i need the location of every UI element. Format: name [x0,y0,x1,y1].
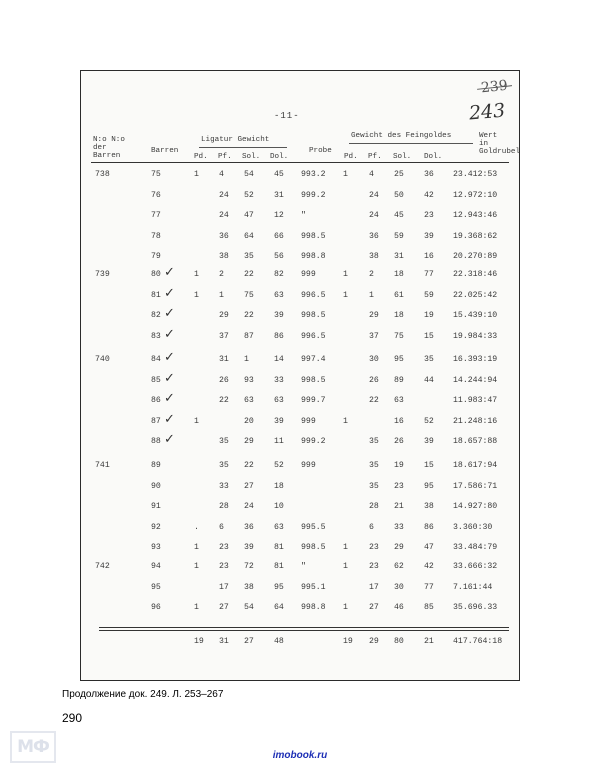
cell-barren: 89 [151,461,161,470]
cell-pf: 4 [219,170,224,179]
cell-fsol: 21 [394,502,404,511]
cell-dol: 39 [274,416,284,426]
cell-wert: 19.984:33 [453,331,498,341]
group-number: 739 [95,270,110,279]
group-number: 740 [95,355,110,364]
cell-pf: 37 [219,331,229,341]
cell-pf: 24 [219,211,229,220]
cell-fpf: 2 [369,270,374,279]
cell-fsol: 95 [394,355,404,364]
cell-wert: 33.666:32 [453,562,498,571]
cell-probe: 997.4 [301,355,326,364]
cell-fpd: 1 [343,543,348,552]
cell-pd: . [194,522,199,532]
cell-pf: 26 [219,375,229,385]
archive-number-crossed: 239 [480,77,509,97]
cell-sol: 1 [244,355,249,364]
cell-fsol: 30 [394,582,404,592]
cell-fpf: 35 [369,481,379,491]
cell-sol: 63 [244,396,254,405]
cell-sol: 20 [244,416,254,426]
header-number-col: der [93,144,107,152]
cell-pf: 36 [219,231,229,241]
cell-probe: 995.1 [301,582,326,592]
cell-dol: 18 [274,481,284,491]
cell-wert: 12.972:10 [453,190,498,200]
ligatur-underline [199,147,287,148]
header-feingold-sub-dol: Dol. [424,153,443,161]
cell-fdol: 42 [424,562,434,571]
cell-sol: 87 [244,331,254,341]
cell-barren: 81 [151,290,161,300]
book-page-number: 290 [62,711,83,725]
cell-probe: 999.2 [301,437,326,446]
cell-pf: 33 [219,481,229,491]
cell-fpf: 24 [369,190,379,200]
total-fpd: 19 [343,637,353,646]
header-wert: in [479,140,489,148]
cell-fpf: 36 [369,231,379,241]
cell-sol: 35 [244,252,254,261]
cell-dol: 11 [274,437,284,446]
cell-dol: 63 [274,290,284,300]
cell-fpf: 6 [369,522,374,532]
header-wert: Wert [479,132,498,140]
cell-fsol: 29 [394,543,404,552]
cell-wert: 19.368:62 [453,231,498,241]
cell-wert: 11.983:47 [453,396,498,405]
cell-wert: 14.244:94 [453,375,498,385]
cell-dol: 52 [274,461,284,470]
cell-barren: 78 [151,231,161,241]
cell-wert: 7.161:44 [453,582,493,592]
cell-dol: 64 [274,603,284,612]
cell-dol: 86 [274,331,284,341]
cell-barren: 90 [151,481,161,491]
cell-fdol: 35 [424,355,434,364]
cell-fdol: 23 [424,211,434,220]
scanned-document [80,70,520,681]
cell-barren: 77 [151,211,161,220]
header-number-col: Barren [93,152,121,160]
cell-sol: 38 [244,582,254,592]
cell-probe: 999 [301,461,316,470]
cell-fsol: 46 [394,603,404,612]
total-wert: 417.764:18 [453,637,503,646]
cell-pf: 28 [219,502,229,511]
cell-barren: 75 [151,170,161,179]
cell-fdol: 39 [424,231,434,241]
cell-fpf: 35 [369,461,379,470]
header-sub-sol: Sol. [242,153,261,161]
cell-sol: 52 [244,190,254,200]
cell-wert: 22.318:46 [453,270,498,279]
cell-pd: 1 [194,543,199,552]
cell-fdol: 77 [424,270,434,279]
cell-fpf: 26 [369,375,379,385]
cell-pf: 35 [219,437,229,446]
check-mark-icon: ✓ [164,370,175,386]
total-fsol: 80 [394,637,404,646]
cell-fsol: 33 [394,522,404,532]
total-dol: 48 [274,637,284,646]
document-caption: Продолжение док. 249. Л. 253–267 [62,689,224,700]
cell-sol: 93 [244,375,254,385]
total-fpf: 29 [369,637,379,646]
cell-sol: 36 [244,522,254,532]
cell-probe: 998.5 [301,311,326,320]
cell-fsol: 18 [394,270,404,279]
cell-sol: 54 [244,170,254,179]
cell-sol: 64 [244,231,254,241]
cell-fpf: 4 [369,170,374,179]
cell-pf: 6 [219,522,224,532]
check-mark-icon: ✓ [164,285,175,301]
cell-fpf: 24 [369,211,379,220]
cell-fpf: 37 [369,331,379,341]
cell-wert: 17.586:71 [453,481,498,491]
cell-fpf: 23 [369,562,379,571]
cell-dol: 39 [274,311,284,320]
cell-pf: 22 [219,396,229,405]
cell-pf: 24 [219,190,229,200]
total-pd: 19 [194,637,204,646]
cell-pf: 35 [219,461,229,470]
cell-barren: 80 [151,270,161,279]
cell-pf: 1 [219,290,224,300]
header-feingold-sub-pf: Pf. [368,153,382,161]
cell-barren: 96 [151,603,161,612]
cell-fpd: 1 [343,270,348,279]
check-mark-icon: ✓ [164,326,175,342]
cell-dol: 81 [274,562,284,571]
cell-fsol: 63 [394,396,404,405]
check-mark-icon: ✓ [164,350,175,365]
cell-probe: 996.5 [301,331,326,341]
cell-fdol: 15 [424,461,434,470]
cell-pf: 23 [219,562,229,571]
cell-fpf: 35 [369,437,379,446]
check-mark-icon: ✓ [164,265,175,280]
cell-fsol: 26 [394,437,404,446]
cell-pf: 29 [219,311,229,320]
header-ligatur-gewicht: Ligatur Gewicht [201,136,270,144]
total-rule-top [99,627,509,628]
cell-barren: 86 [151,396,161,405]
cell-sol: 54 [244,603,254,612]
cell-sol: 22 [244,311,254,320]
cell-fsol: 19 [394,461,404,470]
cell-fsol: 89 [394,375,404,385]
cell-sol: 47 [244,211,254,220]
cell-probe: 998.8 [301,252,326,261]
cell-fdol: 15 [424,331,434,341]
cell-pd: 1 [194,416,199,426]
check-mark-icon: ✓ [164,306,175,321]
cell-sol: 75 [244,290,254,300]
cell-probe: 998.5 [301,375,326,385]
cell-fdol: 86 [424,522,434,532]
cell-sol: 22 [244,461,254,470]
cell-barren: 94 [151,562,161,571]
cell-barren: 82 [151,311,161,320]
cell-probe: 999.7 [301,396,326,405]
cell-barren: 92 [151,522,161,532]
cell-probe: 999.2 [301,190,326,200]
cell-fpd: 1 [343,416,348,426]
cell-fdol: 47 [424,543,434,552]
cell-wert: 21.248:16 [453,416,498,426]
cell-fsol: 45 [394,211,404,220]
header-number-col: N:o N:o [93,136,125,144]
cell-wert: 18.657:88 [453,437,498,446]
cell-fsol: 23 [394,481,404,491]
cell-wert: 22.025:42 [453,290,498,300]
total-pf: 31 [219,637,229,646]
cell-probe: 998.5 [301,543,326,552]
cell-fsol: 25 [394,170,404,179]
cell-wert: 20.270:89 [453,252,498,261]
document-page-label: -11- [274,111,300,121]
cell-dol: 63 [274,522,284,532]
cell-probe: 999 [301,270,316,279]
header-feingold-sub-pd: Pd. [344,153,358,161]
cell-wert: 18.617:94 [453,461,498,470]
cell-fdol: 77 [424,582,434,592]
header-feingold-sub-sol: Sol. [393,153,412,161]
cell-barren: 83 [151,331,161,341]
check-mark-icon: ✓ [164,432,175,447]
cell-fdol: 42 [424,190,434,200]
cell-wert: 12.943:46 [453,211,498,220]
cell-fpd: 1 [343,290,348,300]
cell-wert: 15.439:10 [453,311,498,320]
cell-fdol: 19 [424,311,434,320]
cell-barren: 84 [151,355,161,364]
site-link[interactable]: imobook.ru [272,750,328,761]
cell-fpf: 23 [369,543,379,552]
group-number: 738 [95,170,110,179]
check-mark-icon: ✓ [164,411,175,427]
cell-fsol: 62 [394,562,404,571]
cell-fdol: 95 [424,481,434,491]
cell-fpf: 1 [369,290,374,300]
cell-wert: 3.360:30 [453,522,493,532]
cell-fdol: 36 [424,170,434,179]
group-number: 741 [95,461,110,470]
cell-dol: 31 [274,190,284,200]
cell-fdol: 44 [424,375,434,385]
cell-fpd: 1 [343,603,348,612]
cell-fpf: 38 [369,252,379,261]
cell-fsol: 50 [394,190,404,200]
cell-fsol: 75 [394,331,404,341]
total-sol: 27 [244,637,254,646]
cell-probe: 993.2 [301,170,326,179]
cell-dol: 12 [274,211,284,220]
header-feingold: Gewicht des Feingoldes [351,132,452,140]
cell-pd: 1 [194,270,199,279]
cell-dol: 14 [274,355,284,364]
cell-barren: 88 [151,437,161,446]
cell-dol: 82 [274,270,284,279]
cell-sol: 22 [244,270,254,279]
cell-wert: 33.484:79 [453,543,498,552]
cell-fpf: 17 [369,582,379,592]
cell-sol: 29 [244,437,254,446]
total-fdol: 21 [424,637,434,646]
cell-pf: 17 [219,582,229,592]
cell-fsol: 31 [394,252,404,261]
cell-pf: 31 [219,355,229,364]
total-rule-bottom [99,630,509,631]
cell-dol: 33 [274,375,284,385]
cell-probe: 998.8 [301,603,326,612]
cell-pd: 1 [194,290,199,300]
cell-fsol: 16 [394,416,404,426]
cell-wert: 14.927:80 [453,502,498,511]
cell-sol: 27 [244,481,254,491]
cell-dol: 45 [274,170,284,179]
cell-fdol: 38 [424,502,434,511]
header-sub-dol: Dol. [270,153,289,161]
cell-fsol: 18 [394,311,404,320]
header-probe: Probe [309,147,332,155]
cell-barren: 95 [151,582,161,592]
cell-pf: 27 [219,603,229,612]
cell-pd: 1 [194,603,199,612]
cell-dol: 10 [274,502,284,511]
cell-probe: " [301,562,306,571]
cell-dol: 81 [274,543,284,552]
cell-sol: 72 [244,562,254,571]
archive-number: 243 [468,99,507,125]
cell-pd: 1 [194,170,199,179]
cell-fpd: 1 [343,562,348,571]
cell-pf: 2 [219,270,224,279]
cell-pd: 1 [194,562,199,571]
cell-fsol: 59 [394,231,404,241]
cell-probe: 998.5 [301,231,326,241]
cell-probe: 996.5 [301,290,326,300]
cell-dol: 56 [274,252,284,261]
cell-barren: 85 [151,375,161,385]
cell-fpf: 28 [369,502,379,511]
cell-pf: 23 [219,543,229,552]
cell-probe: " [301,211,306,220]
cell-dol: 95 [274,582,284,592]
cell-fdol: 39 [424,437,434,446]
header-rule [91,162,509,163]
cell-fpf: 30 [369,355,379,364]
cell-sol: 24 [244,502,254,511]
feingold-underline [349,143,473,144]
cell-sol: 39 [244,543,254,552]
cell-pf: 38 [219,252,229,261]
logo-text: МФ [17,737,49,757]
cell-fpf: 27 [369,603,379,612]
cell-fdol: 52 [424,416,434,426]
cell-wert: 23.412:53 [453,170,498,179]
cell-fdol: 85 [424,603,434,612]
header-sub-pd: Pd. [194,153,208,161]
header-wert: Goldrubel [479,148,521,156]
cell-fpf: 29 [369,311,379,320]
cell-barren: 76 [151,190,161,200]
cell-fpd: 1 [343,170,348,179]
cell-wert: 16.393:19 [453,355,498,364]
cell-probe: 995.5 [301,522,326,532]
cell-fdol: 16 [424,252,434,261]
group-number: 742 [95,562,110,571]
cell-fsol: 61 [394,290,404,300]
cell-barren: 91 [151,502,161,511]
check-mark-icon: ✓ [164,391,175,406]
cell-fpf: 22 [369,396,379,405]
cell-fdol: 59 [424,290,434,300]
cell-barren: 79 [151,252,161,261]
cell-dol: 66 [274,231,284,241]
cell-barren: 87 [151,416,161,426]
header-sub-pf: Pf. [218,153,232,161]
cell-wert: 35.696.33 [453,603,498,612]
cell-barren: 93 [151,543,161,552]
header-barren: Barren [151,147,179,155]
cell-probe: 999 [301,416,316,426]
cell-dol: 63 [274,396,284,405]
